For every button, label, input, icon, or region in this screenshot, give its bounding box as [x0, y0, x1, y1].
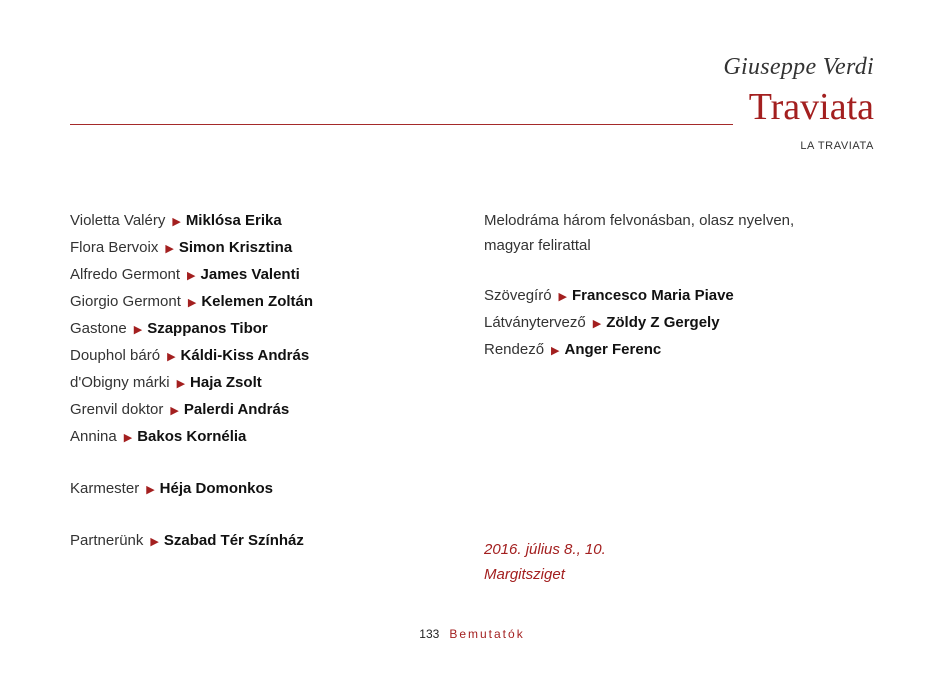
cast-name: Haja Zsolt	[190, 374, 262, 391]
cast-row	[70, 424, 313, 451]
cast-role: Annina	[70, 428, 117, 445]
cast-role: Alfredo Germont	[70, 266, 181, 283]
cast-row	[70, 316, 313, 343]
credit-row	[484, 310, 794, 337]
cast-row	[70, 289, 313, 316]
arrow-icon: ▶	[172, 216, 181, 228]
cast-role: Douphol báró	[70, 347, 161, 364]
arrow-icon: ▶	[167, 351, 176, 363]
performance-date: 2016. július 8., 10.	[484, 541, 606, 558]
cast-name: Palerdi András	[183, 401, 290, 418]
composer-name: Giuseppe Verdi	[723, 54, 874, 80]
cast-name: Szappanos Tibor	[147, 320, 268, 337]
cast-role: d'Obigny márki	[70, 374, 170, 391]
production-info	[484, 208, 794, 364]
arrow-icon: ▶	[187, 297, 197, 309]
cast-name: Bakos Kornélia	[137, 428, 247, 445]
credit-role: Szövegíró	[484, 287, 552, 304]
cast-role: Grenvil doktor	[70, 401, 164, 418]
credit-role: Látványtervező	[484, 314, 586, 331]
partner-role: Partnerünk	[70, 532, 144, 549]
cast-name: Kelemen Zoltán	[201, 293, 314, 310]
title-rule	[70, 124, 733, 125]
opera-subtitle: LA TRAVIATA	[800, 140, 874, 152]
arrow-icon: ▶	[176, 378, 186, 390]
page-footer	[0, 627, 944, 641]
conductor-name: Héja Domonkos	[159, 480, 274, 497]
cast-role: Violetta Valéry	[70, 212, 166, 229]
cast-name: Simon Krisztina	[178, 239, 293, 256]
arrow-icon: ▶	[165, 243, 174, 255]
cast-name: Káldi-Kiss András	[180, 347, 310, 364]
credit-row	[484, 283, 794, 310]
cast-row	[70, 235, 313, 262]
cast-row	[70, 262, 313, 289]
credit-name: Anger Ferenc	[564, 341, 662, 358]
cast-list	[70, 208, 313, 555]
credit-role: Rendező	[484, 341, 545, 358]
conductor-row	[70, 476, 313, 503]
page-number: 133	[419, 627, 440, 641]
credit-name: Francesco Maria Piave	[572, 287, 734, 304]
description-line: magyar felirattal	[484, 237, 591, 254]
arrow-icon: ▶	[123, 432, 133, 444]
arrow-icon: ▶	[187, 270, 196, 282]
cast-row	[70, 343, 313, 370]
cast-row	[70, 397, 313, 424]
cast-row	[70, 208, 313, 235]
opera-title: Traviata	[748, 86, 874, 128]
cast-role: Flora Bervoix	[70, 239, 159, 256]
arrow-icon: ▶	[170, 405, 179, 417]
arrow-icon: ▶	[558, 291, 568, 303]
partner-name: Szabad Tér Színház	[163, 532, 304, 549]
cast-role: Gastone	[70, 320, 127, 337]
partner-row	[70, 528, 313, 555]
arrow-icon: ▶	[592, 318, 602, 330]
section-name: Bemutatók	[449, 627, 525, 641]
conductor-role: Karmester	[70, 480, 140, 497]
cast-name: Miklósa Erika	[185, 212, 282, 229]
credit-row	[484, 337, 794, 364]
credit-name: Zöldy Z Gergely	[606, 314, 720, 331]
arrow-icon: ▶	[146, 484, 155, 496]
performance-info	[484, 537, 606, 587]
cast-role: Giorgio Germont	[70, 293, 181, 310]
performance-venue: Margitsziget	[484, 566, 565, 583]
arrow-icon: ▶	[551, 345, 560, 357]
arrow-icon: ▶	[150, 536, 159, 548]
arrow-icon: ▶	[133, 324, 143, 336]
cast-row	[70, 370, 313, 397]
description-line: Melodráma három felvonásban, olasz nyelven,	[484, 212, 795, 229]
cast-name: James Valenti	[200, 266, 300, 283]
